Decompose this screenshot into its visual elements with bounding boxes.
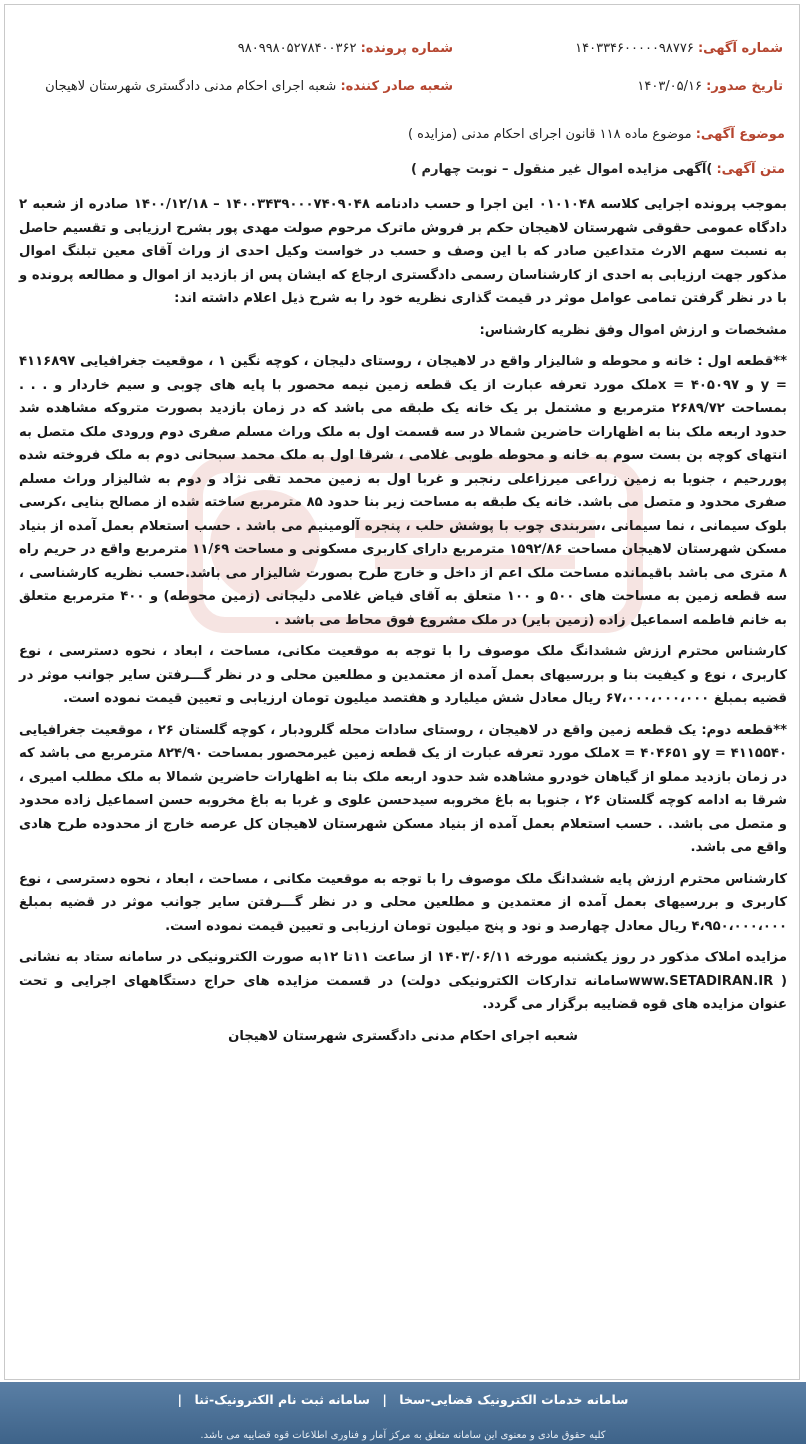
notice-number-row xyxy=(575,41,783,56)
item1-value-paragraph: کارشناس محترم ارزش ششدانگ ملک موصوف را با توجه به موقعیت مکانی، مساحت ، ابعاد ، نحوه دسترسی ، نوع کاربری ، نوع و کیفیت بنا و بررسیهای بعمل آمده از معتمدین و مطلعین محلی و در نظر گـــرفتن سایر جوانب موثر در قضیه بمبلغ ۶۷،۰۰۰،۰۰۰،۰۰۰ ریال معادل شش میلیارد و هفتصد میلیون تومان ارزیابی و تعیین قیمت نموده است. xyxy=(19,644,787,706)
subject-row xyxy=(408,127,785,142)
notice-frame xyxy=(4,4,800,1380)
issue-date-row xyxy=(637,79,783,94)
body-label: متن آگهی: xyxy=(716,162,785,177)
issue-date: ۱۴۰۳/۰۵/۱۶ xyxy=(637,79,702,94)
body-title: )آگهی مزایده اموال غیر منقول – نوبت چهارم ) xyxy=(411,162,713,177)
item2-value-paragraph: کارشناس محترم ارزش پایه ششدانگ ملک موصوف را با توجه به موقعیت مکانی ، مساحت ، ابعاد ، نحوه دسترسی ، نوع کاربری و بررسیهای بعمل آمده از معتمدین و مطلعین محلی و در نظر گـــرفتن سایر جوانب موثر در قضیه بمبلغ ۴،۹۵۰،۰۰۰،۰۰۰ ریال معادل چهارصد و نود و پنج میلیون تومان ارزیابی و تعیین قیمت نموده است. xyxy=(19,871,787,934)
item1-paragraph: **قطعه اول : خانه و محوطه و شالیزار واقع در لاهیجان ، روستای دلیجان ، کوچه نگین ۱ ، موقعیت جغرافیایی ۴۱۱۶۸۹۷ = y و ۴۰۵۰۹۷ = xملک مورد تعرفه عبارت از یک قطعه زمین نیمه محصور با پایه های چوبی و سیم خاردار و . . . بمساحت ۲۶۸۹/۷۲ مترمربع و مشتمل بر یک خانه یک طبقه می باشد که در زمان بازدید بصورت متروکه مشاهده شد حدود اربعه ملک بنا به اظهارات حاضرین شمالا در سه قسمت اول به ملک وراث مسلم صفری دوم ورودی ملک متصل به انتهای کوچه بن بست سوم به خانه و محوطه طوبی غلامی ، شرقا اول به ملک محمد سبحانی دوم به ملک فروخته شده پوررحیم ، جنوبا به زمین زراعی میرزاعلی رنجبر و غربا اول به زمین محمد تقی نژاد و دوم به شالیزار وراث مسلم صفری محدود و متصل می باشد. خانه یک طبقه به مساحت زیر بنا حدود ۸۵ مترمربع ساخته شده از مصالح بنایی ،کرسی بلوک سیمانی ، نما سیمانی ،سربندی چوب با پوشش حلب ، پنجره آلومینیم می باشد . حسب استعلام بعمل آمده از بنیاد مسکن شهرستان لاهیجان مساحت ۱۵۹۲/۸۶ مترمربع دارای کاربری مسکونی و مساحت ۱۱/۶۹ مترمربع واقع در حریم راه ۸ متری می باشد باقیمانده مساحت ملک اعم از داخل و خارج طرح بصورت شالیزار می باشد.حسب نظریه کارشناسی ، سه قطعه زمین به مساحت های ۵۰۰ و ۱۰۰ متعلق به آقای فیاض غلامی دلیجانی (زمین محوطه) و ۴۰۰ مترمربع متعلق به خانم فاطمه اسماعیل زاده (زمین بایر) در ملک مشروع فوق محاط می باشد . xyxy=(19,354,788,628)
body-title-row xyxy=(411,162,785,177)
issue-date-label: تاریخ صدور: xyxy=(706,79,783,94)
issuer-row xyxy=(45,79,453,94)
subject-label: موضوع آگهی: xyxy=(695,127,785,142)
issuer-label: شعبه صادر کننده: xyxy=(340,79,453,94)
notice-body xyxy=(19,193,787,1056)
notice-number-label: شماره آگهی: xyxy=(697,41,783,56)
intro-paragraph: بموجب پرونده اجرایی کلاسه ۰۱۰۱۰۴۸ این اجرا و حسب دادنامه ۱۴۰۰۳۴۳۹۰۰۰۷۴۰۹۰۴۸ – ۱۴۰۰/۱۲/۱۸ صادره از شعبه ۲ دادگاه عمومی حقوقی شهرستان لاهیجان حکم بر فروش ماترک مرحوم صولت مهدی پور بشرح ارزیابی و تقسیم حاصل به نسبت سهم الارث متداعین صادر که با این وصف و حسب در خواست وکیل احدی از وراث آقای معین تبلنگ اموال مذکور جهت ارزیابی به احدی از کارشناسان رسمی دادگستری ارجاع که ایشان پس از بازدید از اموال و مطالعه پرونده و با در نظر گرفتن تمامی عوامل موثر در قیمت گذاری نظریه خود را به شرح ذیل اعلام داشته اند: xyxy=(19,197,787,306)
footer-link-sana[interactable]: سامانه ثبت نام الکترونیک-ثنا xyxy=(194,1392,370,1407)
spec-heading: مشخصات و ارزش اموال وفق نظریه کارشناس: xyxy=(479,322,787,338)
case-number-label: شماره پرونده: xyxy=(360,41,453,56)
footer-links xyxy=(0,1392,806,1407)
signature: شعبه اجرای احکام مدنی دادگستری شهرستان لاهیجان xyxy=(228,1028,578,1044)
issuer: شعبه اجرای احکام مدنی دادگستری شهرستان لاهیجان xyxy=(45,79,337,94)
case-number: ۹۸۰۹۹۸۰۵۲۷۸۴۰۰۳۶۲ xyxy=(237,41,357,56)
footer-link-sakha[interactable]: سامانه خدمات الکترونیک قضایی-سخا xyxy=(399,1392,629,1407)
footer-bar xyxy=(0,1382,806,1444)
notice-number: ۱۴۰۳۳۴۶۰۰۰۰۰۹۸۷۷۶ xyxy=(575,41,694,56)
case-number-row xyxy=(238,41,453,56)
footer-separator: | xyxy=(382,1392,387,1407)
item2-paragraph: **قطعه دوم: یک قطعه زمین واقع در لاهیجان ، روستای سادات محله گلرودبار ، کوچه گلستان ۲۶ ، موقعیت جغرافیایی ۴۱۱۵۵۴۰ = yو ۴۰۴۶۵۱ = xملک مورد تعرفه عبارت از یک قطعه زمین غیرمحصور بمساحت ۸۲۴/۹۰ مترمربع می باشد که در زمان بازدید مملو از گیاهان خودرو مشاهده شد حدود اربعه ملک بنا به اظهارات حاضرین شمالا به ملک مطلب امیری ، شرقا به ادامه کوچه گلستان ۲۶ ، جنوبا به باغ مخروبه سیدحسن علوی و غربا به باغ مخروبه حسن اسماعیل زاده محدود و متصل می باشد. . حسب استعلام بعمل آمده از بنیاد مسکن شهرستان لاهیجان کل عرصه خارج از محدوده طرح هادی واقع می باشد. xyxy=(19,722,788,855)
footer-copyright: کلیه حقوق مادی و معنوی این سامانه متعلق به مرکز آمار و فناوری اطلاعات قوه قضاییه می باشد. xyxy=(200,1430,606,1441)
footer-separator-end: | xyxy=(177,1392,183,1407)
subject: موضوع ماده ۱۱۸ قانون اجرای احکام مدنی (مزایده ) xyxy=(407,127,692,142)
auction-paragraph: مزایده املاک مذکور در روز یکشنبه مورخه ۱۴۰۳/۰۶/۱۱ از ساعت ۱۱تا ۱۲به صورت الکترونیکی در سامانه ستاد به نشانی ( www.SETADIRAN.IRسامانه تدارکات الکترونیکی دولت) در قسمت مزایده های حراج دستگاههای اجرایی و تحت عنوان مزایده های قوه قضاییه برگزار می گردد. xyxy=(19,950,788,1012)
